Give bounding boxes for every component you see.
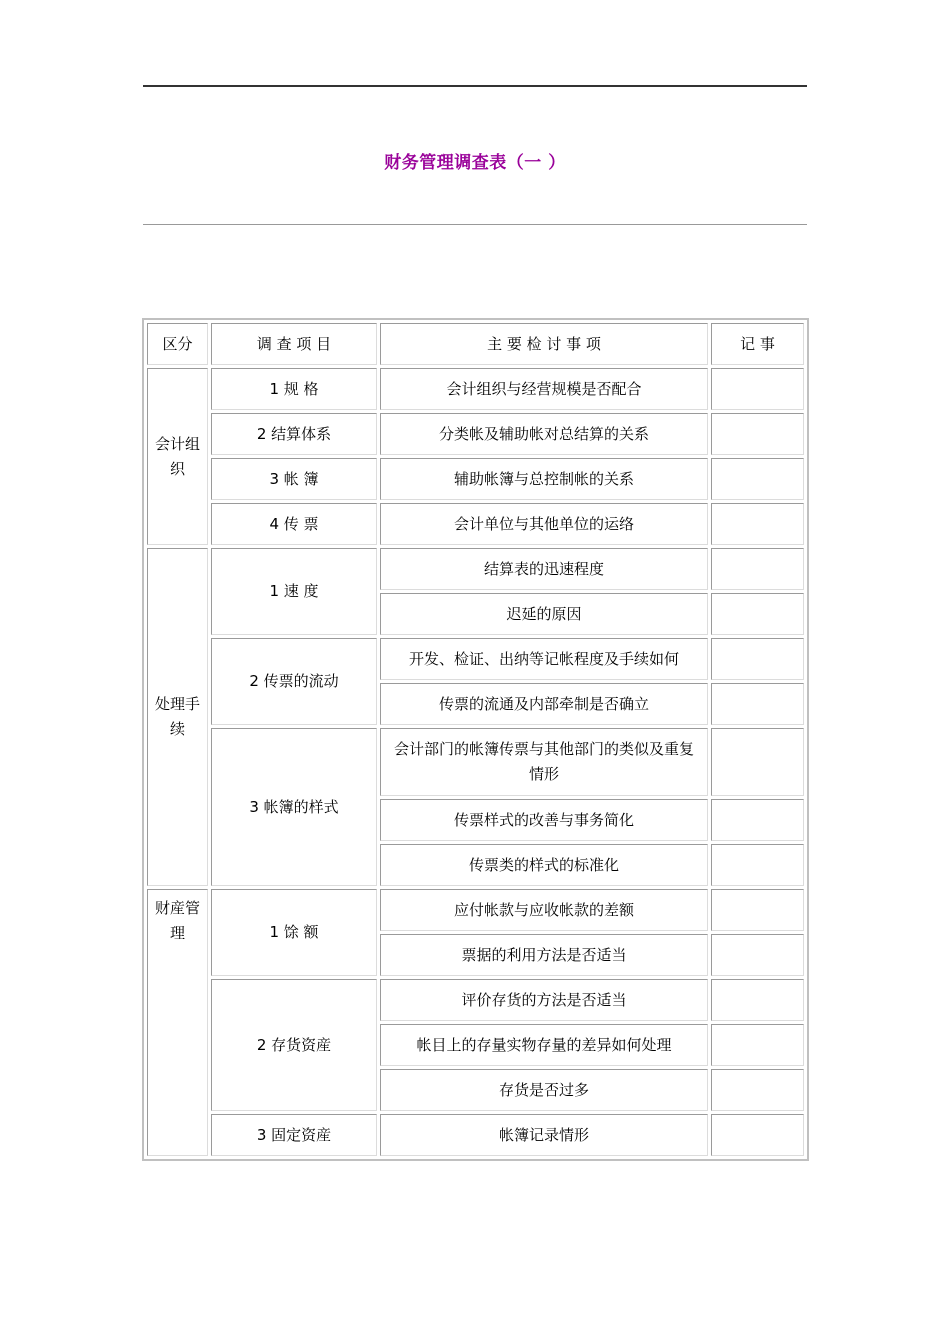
note-cell	[711, 728, 804, 796]
check-item: 会计组织与经营规模是否配合	[380, 368, 708, 410]
table-row	[147, 548, 804, 590]
note-cell	[711, 799, 804, 841]
table-row	[147, 638, 804, 680]
note-cell	[711, 1069, 804, 1111]
top-rule	[143, 85, 807, 87]
table-row	[147, 889, 804, 931]
section-name: 会计组织	[147, 368, 208, 545]
table-row	[147, 458, 804, 500]
check-item: 传票样式的改善与事务简化	[380, 799, 708, 841]
header-check: 主 要 检 讨 事 项	[380, 323, 708, 365]
note-cell	[711, 593, 804, 635]
header-item: 调 查 项 目	[211, 323, 377, 365]
check-item: 评价存货的方法是否适当	[380, 979, 708, 1021]
header-note: 记 事	[711, 323, 804, 365]
check-item: 辅助帐簿与总控制帐的关系	[380, 458, 708, 500]
check-item: 开发、检证、出纳等记帐程度及手续如何	[380, 638, 708, 680]
note-cell	[711, 1024, 804, 1066]
survey-item: 3 固定资産	[211, 1114, 377, 1156]
table-row	[147, 1114, 804, 1156]
page-title: 财务管理调查表（一 ）	[384, 153, 566, 173]
table-row	[147, 503, 804, 545]
note-cell	[711, 844, 804, 886]
note-cell	[711, 368, 804, 410]
survey-item: 2 存货资産	[211, 979, 377, 1111]
check-item: 应付帐款与应收帐款的差额	[380, 889, 708, 931]
table-row	[147, 413, 804, 455]
section-name: 财産管理	[147, 889, 208, 1156]
table-row	[147, 728, 804, 796]
note-cell	[711, 1114, 804, 1156]
check-item: 传票的流通及内部牵制是否确立	[380, 683, 708, 725]
note-cell	[711, 548, 804, 590]
check-item: 会计单位与其他单位的运络	[380, 503, 708, 545]
check-item: 帐簿记录情形	[380, 1114, 708, 1156]
note-cell	[711, 683, 804, 725]
note-cell	[711, 503, 804, 545]
note-cell	[711, 638, 804, 680]
table-row	[147, 979, 804, 1021]
check-item: 传票类的样式的标准化	[380, 844, 708, 886]
section-name: 处理手续	[147, 548, 208, 886]
note-cell	[711, 889, 804, 931]
note-cell	[711, 979, 804, 1021]
note-cell	[711, 458, 804, 500]
note-cell	[711, 934, 804, 976]
survey-item: 2 结算体系	[211, 413, 377, 455]
survey-item: 4 传 票	[211, 503, 377, 545]
table-row	[147, 368, 804, 410]
check-item: 帐目上的存量实物存量的差异如何处理	[380, 1024, 708, 1066]
check-item: 分类帐及辅助帐对总结算的关系	[380, 413, 708, 455]
header-category: 区分	[147, 323, 208, 365]
check-item: 迟延的原因	[380, 593, 708, 635]
title-underline	[143, 224, 807, 225]
survey-item: 1 速 度	[211, 548, 377, 635]
survey-item: 3 帐簿的样式	[211, 728, 377, 886]
survey-table	[142, 318, 809, 1161]
check-item: 结算表的迅速程度	[380, 548, 708, 590]
check-item: 会计部门的帐簿传票与其他部门的类似及重复情形	[380, 728, 708, 796]
survey-item: 1 规 格	[211, 368, 377, 410]
survey-item: 2 传票的流动	[211, 638, 377, 725]
note-cell	[711, 413, 804, 455]
check-item: 票据的利用方法是否适当	[380, 934, 708, 976]
survey-item: 3 帐 簿	[211, 458, 377, 500]
header-row	[147, 323, 804, 365]
check-item: 存货是否过多	[380, 1069, 708, 1111]
survey-item: 1 馀 额	[211, 889, 377, 976]
